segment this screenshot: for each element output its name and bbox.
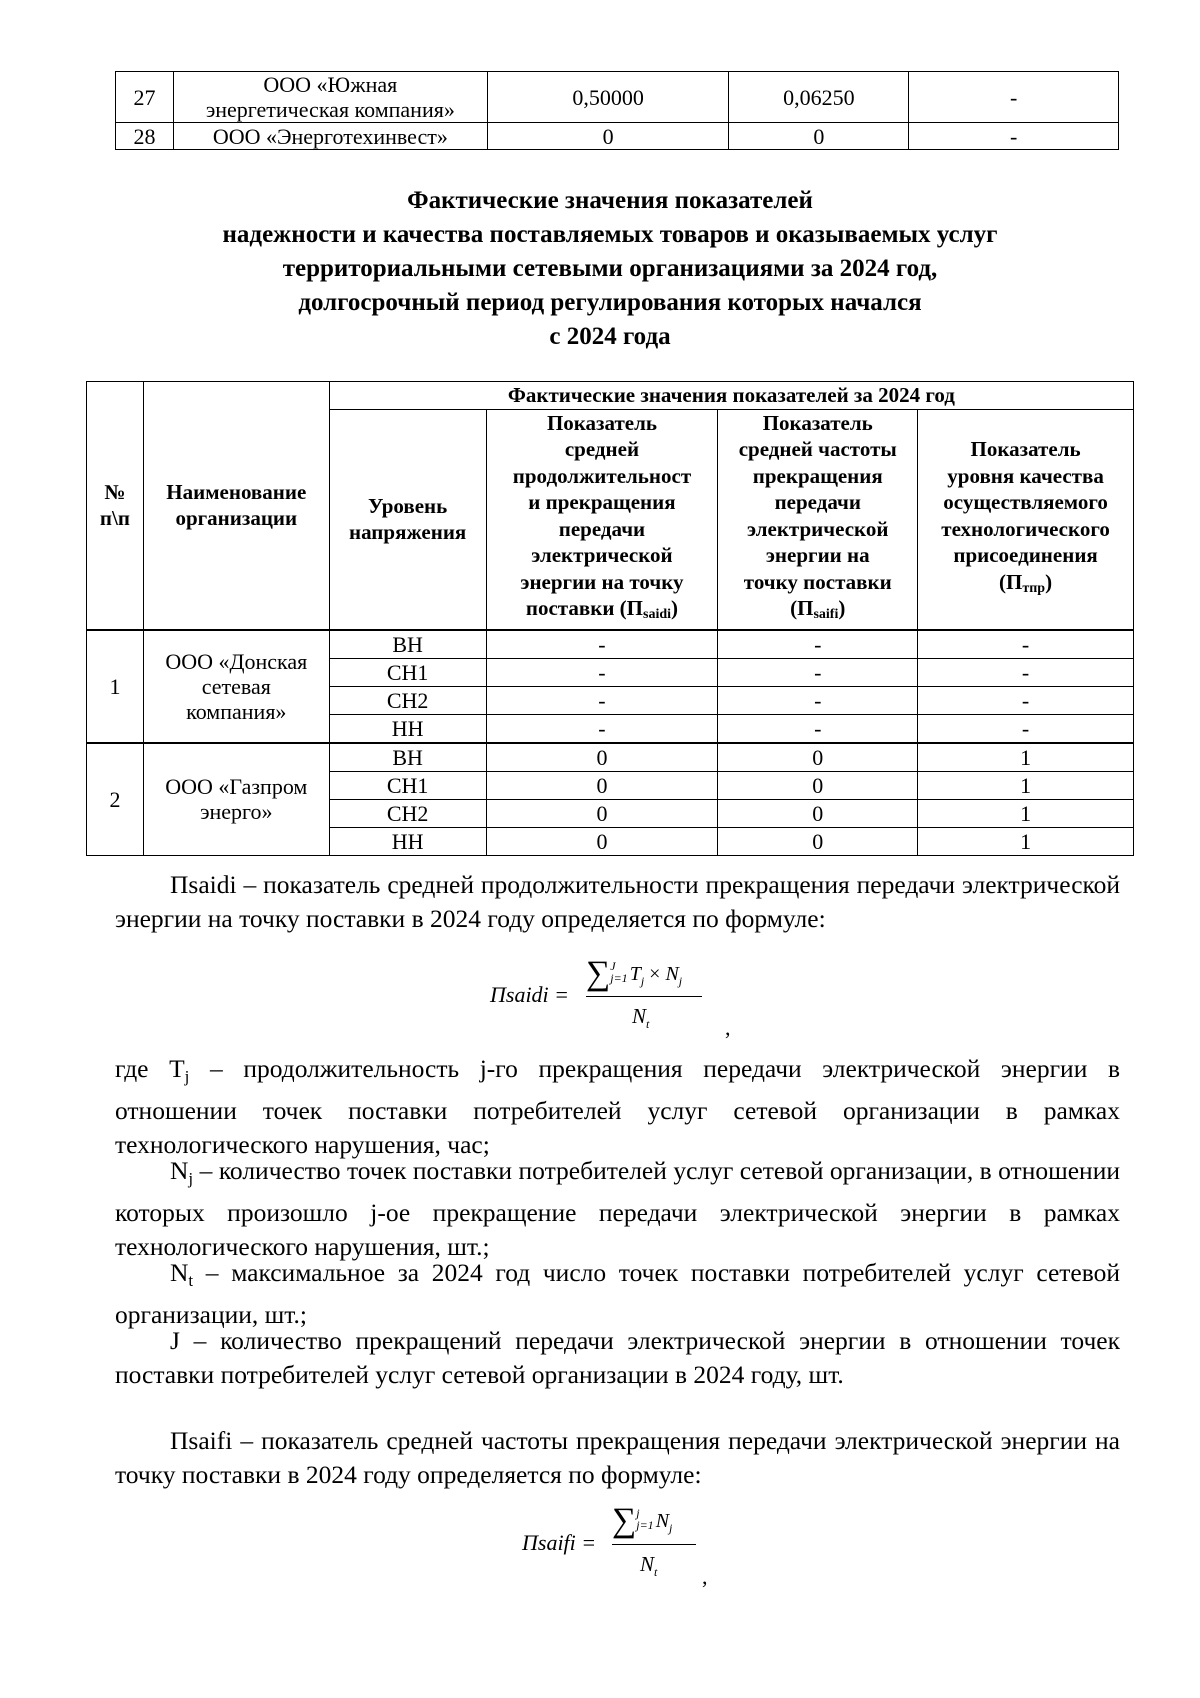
header-line: прекращения bbox=[752, 463, 883, 488]
term: T bbox=[629, 963, 641, 985]
value-cell: 0 bbox=[487, 123, 729, 150]
formula-denominator bbox=[632, 1004, 649, 1032]
formula-comma: , bbox=[725, 1015, 731, 1040]
header-line: и прекращения bbox=[528, 490, 676, 514]
header-text: (П bbox=[999, 569, 1023, 594]
formula-numerator bbox=[586, 955, 682, 993]
saidi-value: 0 bbox=[486, 771, 718, 799]
fraction-bar bbox=[586, 996, 702, 997]
header-voltage-level bbox=[329, 409, 486, 630]
voltage-level-cell: ВН bbox=[329, 630, 486, 659]
symbol: где T bbox=[115, 1054, 185, 1083]
saifi-value: - bbox=[718, 714, 918, 743]
formula-numerator bbox=[612, 1502, 672, 1540]
header-line: электрической bbox=[531, 543, 673, 567]
fraction-bar bbox=[612, 1544, 696, 1545]
header-saidi bbox=[486, 409, 718, 630]
saidi-value: 0 bbox=[486, 799, 718, 827]
definition-j: J – количество прекращений передачи электрической энергии в отношении точек поставки потребителей услуг сетевой организации в 2024 году, шт. bbox=[115, 1326, 1120, 1389]
header-line: организации bbox=[175, 506, 298, 531]
subscript: j bbox=[188, 1169, 194, 1188]
table-row bbox=[87, 743, 1134, 772]
saifi-value: 0 bbox=[718, 771, 918, 799]
header-line: $(П_{тпр})$ bbox=[999, 569, 1053, 596]
header-line: напряжения bbox=[348, 520, 467, 544]
header-line: электрической bbox=[747, 516, 889, 541]
org-name-cell bbox=[143, 743, 329, 856]
definition-text: – максимальное за 2024 год число точек поставки потребителей услуг сетевой организации, шт.; bbox=[115, 1258, 1120, 1329]
header-line: поставки $(П_{saidi})$ bbox=[525, 596, 679, 622]
table-row bbox=[116, 72, 1119, 123]
header-organization bbox=[143, 382, 329, 630]
term: N bbox=[632, 1004, 647, 1028]
term: N bbox=[640, 1552, 655, 1576]
subscript: тпр bbox=[1022, 580, 1046, 596]
tpr-value: 1 bbox=[918, 827, 1134, 855]
header-line: присоединения bbox=[953, 543, 1098, 567]
subscript: j bbox=[184, 1067, 190, 1086]
header-line: осуществляемого bbox=[943, 490, 1108, 514]
org-name-line: энергетическая компания» bbox=[205, 97, 455, 122]
voltage-level-cell: НН bbox=[329, 714, 486, 743]
heading-line: территориальными сетевыми организациями за 2024 год, bbox=[282, 255, 938, 282]
row-number: 28 bbox=[116, 123, 174, 150]
saidi-value: 0 bbox=[486, 743, 718, 772]
saidi-intro-paragraph: Пsaidi – показатель средней продолжительности прекращения передачи электрической энергии на точку поставки в 2024 году определяется по формуле: bbox=[115, 870, 1120, 933]
header-line: передачи bbox=[774, 490, 861, 514]
value-cell: - bbox=[909, 72, 1119, 123]
definition-text: – количество точек поставки потребителей услуг сетевой организации, в отношении которых произошло j-ое прекращение передачи электрической энергии в рамках технологического нарушения, шт.; bbox=[115, 1156, 1120, 1261]
saidi-value: - bbox=[486, 658, 718, 686]
table-header-row bbox=[87, 382, 1134, 410]
header-group: Фактические значения показателей за 2024 год bbox=[329, 382, 1133, 410]
saidi-value: - bbox=[486, 686, 718, 714]
header-line: технологического bbox=[941, 516, 1110, 541]
org-name-line: сетевая bbox=[201, 673, 271, 699]
header-line: Показатель bbox=[970, 437, 1081, 461]
continued-table bbox=[115, 71, 1119, 150]
sum-lower-limit: j=1 bbox=[610, 971, 628, 985]
section-heading bbox=[90, 184, 1130, 354]
indicators-table bbox=[86, 381, 1134, 856]
saifi-value: - bbox=[718, 630, 918, 659]
header-line: Уровень bbox=[368, 493, 448, 518]
org-name-line: энерго» bbox=[200, 799, 273, 824]
heading-line: надежности и качества поставляемых товаров и оказываемых услуг bbox=[222, 221, 998, 248]
header-number bbox=[87, 382, 144, 630]
formula-lhs: Пsaifi = bbox=[522, 1530, 597, 1555]
voltage-level-cell: СН1 bbox=[329, 658, 486, 686]
value-cell: 0 bbox=[729, 123, 909, 150]
saifi-value: - bbox=[718, 686, 918, 714]
header-line: № bbox=[104, 479, 126, 504]
subscript: t bbox=[646, 1017, 650, 1032]
tpr-value: 1 bbox=[918, 743, 1134, 772]
definition-tj bbox=[115, 1052, 1120, 1162]
header-text: поставки (П bbox=[525, 596, 644, 620]
table-row bbox=[87, 630, 1134, 659]
row-number: 27 bbox=[116, 72, 174, 123]
org-name-line: ООО «Донская bbox=[165, 648, 308, 674]
tpr-value: - bbox=[918, 714, 1134, 743]
subscript: saidi bbox=[643, 607, 672, 622]
header-line: Показатель bbox=[546, 410, 657, 435]
header-line: энергии на bbox=[765, 543, 870, 567]
sum-upper-limit: J bbox=[610, 959, 616, 973]
header-text: (П bbox=[790, 596, 814, 620]
header-line: п\п bbox=[99, 506, 130, 531]
voltage-level-cell: СН2 bbox=[329, 799, 486, 827]
org-name-line: ООО «Южная bbox=[263, 72, 398, 97]
value-cell: - bbox=[909, 123, 1119, 150]
heading-line: Фактические значения показателей bbox=[407, 187, 813, 214]
sum-lower-limit: j=1 bbox=[636, 1518, 654, 1532]
subscript: j bbox=[669, 1521, 673, 1535]
header-line: передачи bbox=[558, 516, 646, 541]
header-line: энергии на точку bbox=[520, 569, 684, 594]
symbol: N bbox=[170, 1258, 189, 1287]
org-name-cell bbox=[173, 72, 487, 123]
header-tpr bbox=[918, 409, 1134, 630]
definition-nt bbox=[115, 1256, 1120, 1332]
sum-symbol: ∑ bbox=[586, 955, 611, 992]
subscript: t bbox=[654, 1565, 658, 1580]
saidi-value: - bbox=[486, 714, 718, 743]
saidi-value: - bbox=[486, 630, 718, 659]
subscript: t bbox=[188, 1271, 194, 1290]
saifi-intro-paragraph: Пsaifi – показатель средней частоты прекращения передачи электрической энергии на точку поставки в 2024 году определяется по формуле: bbox=[115, 1426, 1120, 1489]
sum-upper-limit: j bbox=[636, 1506, 640, 1520]
heading-line: с 2024 года bbox=[549, 323, 671, 350]
table-row bbox=[116, 123, 1119, 150]
sum-symbol: ∑ bbox=[612, 1502, 637, 1539]
header-line: уровня качества bbox=[947, 463, 1104, 488]
header-line: Наименование bbox=[166, 479, 307, 504]
subscript: j bbox=[678, 974, 683, 988]
saidi-value: 0 bbox=[486, 827, 718, 855]
tpr-value: - bbox=[918, 686, 1134, 714]
voltage-level-cell: СН1 bbox=[329, 771, 486, 799]
row-number: 2 bbox=[87, 743, 144, 856]
tpr-value: - bbox=[918, 658, 1134, 686]
header-line: Показатель bbox=[762, 410, 873, 435]
value-cell: 0,50000 bbox=[487, 72, 729, 123]
header-line: средней bbox=[564, 437, 640, 461]
saidi-formula bbox=[490, 955, 760, 1050]
saifi-formula bbox=[522, 1500, 732, 1595]
saifi-value: - bbox=[718, 658, 918, 686]
header-line: $(П_{saifi})$ bbox=[790, 596, 846, 622]
formula-denominator bbox=[640, 1552, 657, 1580]
formula-lhs: Пsaidi = bbox=[490, 982, 570, 1007]
term: N bbox=[665, 963, 679, 985]
voltage-level-cell: ВН bbox=[329, 743, 486, 772]
saifi-value: 0 bbox=[718, 827, 918, 855]
voltage-level-cell: СН2 bbox=[329, 686, 486, 714]
org-name-line: компания» bbox=[186, 698, 287, 724]
operator: × bbox=[644, 963, 666, 985]
symbol: N bbox=[170, 1156, 189, 1185]
header-line: точку поставки bbox=[743, 569, 892, 594]
saifi-value: 0 bbox=[718, 799, 918, 827]
term: N bbox=[655, 1510, 670, 1532]
header-line: продолжительност bbox=[512, 463, 692, 488]
org-name-cell bbox=[143, 630, 329, 743]
header-line: средней частоты bbox=[738, 437, 897, 461]
value-cell: 0,06250 bbox=[729, 72, 909, 123]
row-number: 1 bbox=[87, 630, 144, 743]
org-name-line: ООО «Газпром bbox=[165, 774, 308, 799]
subscript: saifi bbox=[813, 607, 839, 622]
saifi-value: 0 bbox=[718, 743, 918, 772]
definition-text: – продолжительность j-го прекращения передачи электрической энергии в отношении точек поставки потребителей услуг сетевой организации в рамках технологического нарушения, час; bbox=[115, 1054, 1120, 1159]
header-saifi bbox=[718, 409, 918, 630]
org-name-cell: ООО «Энерготехинвест» bbox=[173, 123, 487, 150]
definition-nj bbox=[115, 1154, 1120, 1264]
subscript: j bbox=[640, 974, 645, 988]
tpr-value: 1 bbox=[918, 771, 1134, 799]
formula-comma: , bbox=[702, 1564, 708, 1589]
tpr-value: 1 bbox=[918, 799, 1134, 827]
heading-line: долгосрочный период регулирования которых начался bbox=[298, 289, 922, 316]
tpr-value: - bbox=[918, 630, 1134, 659]
voltage-level-cell: НН bbox=[329, 827, 486, 855]
